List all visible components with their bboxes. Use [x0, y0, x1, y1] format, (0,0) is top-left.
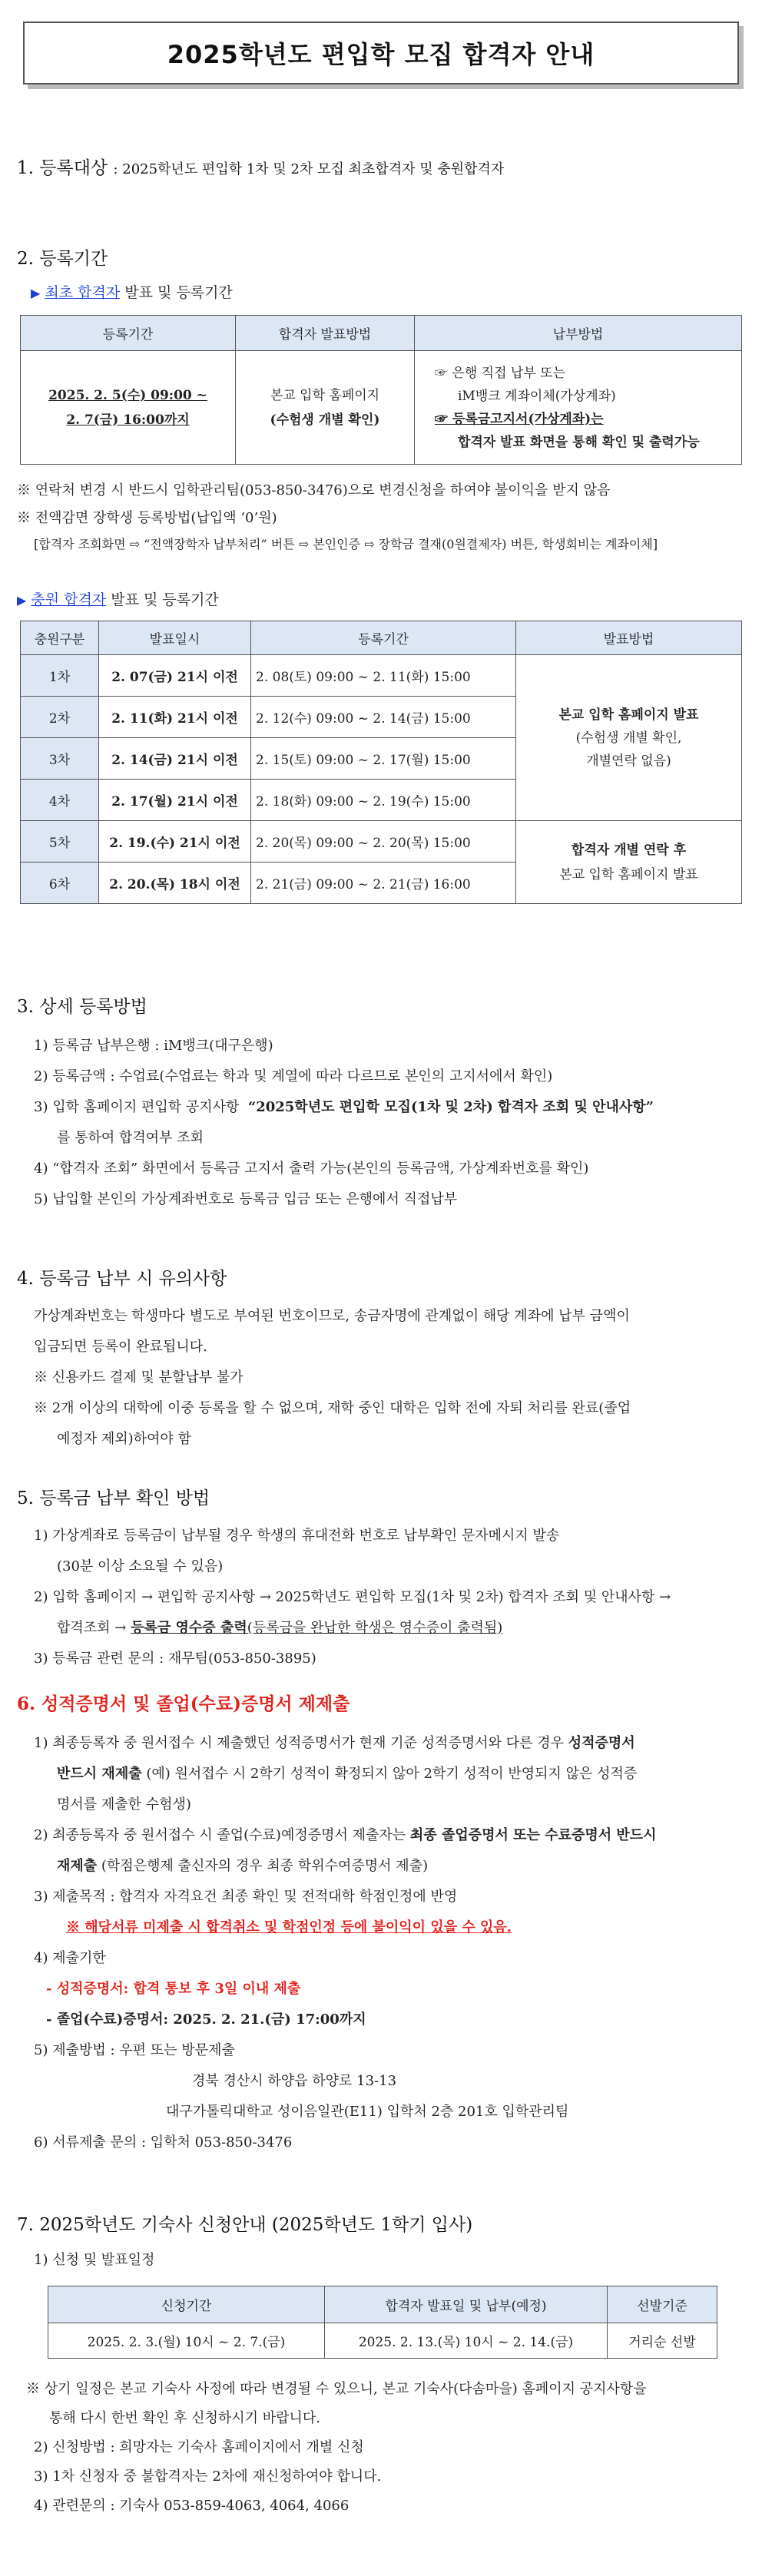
first-pass-period: 2025. 2. 5(수) 09:00 ~ 2. 7(금) 16:00까지 — [21, 351, 236, 465]
note-contact-change: ※ 연락처 변경 시 반드시 입학관리팀(053-850-3476)으로 변경신청을 하여야 불이익을 받지 않음 — [17, 482, 611, 498]
extra-pass-suffix: 발표 및 등록기간 — [111, 591, 219, 608]
extra-pass-method-a: 본교 입학 홈페이지 발표 (수험생 개별 확인, 개별연락 없음) — [516, 655, 742, 821]
table-row: 6차 2. 20.(목) 18시 이전 2. 21(금) 09:00 ~ 2. 21(금) 16:00 — [21, 863, 742, 904]
first-pass-announce: 본교 입학 홈페이지 (수험생 개별 확인) — [236, 351, 415, 465]
table-row: 2차 2. 11(화) 21시 이전 2. 12(수) 09:00 ~ 2. 14(금) 15:00 — [21, 697, 742, 738]
section-3-body: 1) 등록금 납부은행 : iM뱅크(대구은행) 2) 등록금액 : 수업료(수업료는 학과 및 계열에 따라 다르므로 본인의 고지서에서 확인) 3) 입학 홈페이지 편입학 공지사항 “2025학년도 편입학 모집(1차 및 2차) 합격자 조회 및 안내사항” 를 통하여 합격여부 조회 4) “합격자 조회” 화면에서 등록금 고지서 출력 가능(본인의 등록금액, 가상계좌번호를 확인) 5) 납입할 본인의 가상계좌번호로 등록금 입금 또는 은행에서 직접납부 — [34, 1038, 654, 1207]
section-4-heading: 4. 등록금 납부 시 유의사항 — [17, 1269, 227, 1289]
table-header: 등록기간 — [251, 621, 516, 655]
extra-pass-table — [20, 621, 742, 904]
table-header: 신청기간 — [48, 2286, 325, 2323]
table-header: 발표일시 — [99, 621, 251, 655]
table-row: 1차 2. 07(금) 21시 이전 2. 08(토) 09:00 ~ 2. 11(화) 15:00 본교 입학 홈페이지 발표 (수험생 개별 확인, 개별연락 없음) — [21, 655, 742, 697]
table-header: 충원구분 — [21, 621, 99, 655]
page-title: 2025학년도 편입학 모집 합격자 안내 — [167, 40, 595, 69]
warning-text: ※ 해당서류 미제출 시 합격취소 및 학점인정 등에 불이익이 있을 수 있음. — [66, 1919, 512, 1935]
first-pass-table — [20, 315, 742, 465]
table-row: 2025. 2. 3.(월) 10시 ~ 2. 7.(금) 2025. 2. 13.(목) 10시 ~ 2. 14.(금) 거리순 선발 — [48, 2323, 717, 2359]
section-3-heading: 3. 상세 등록방법 — [17, 997, 147, 1017]
table-header: 발표방법 — [516, 621, 742, 655]
section-7-heading: 7. 2025학년도 기숙사 신청안내 (2025학년도 1학기 입사) — [17, 2215, 473, 2235]
section-1 — [17, 154, 504, 181]
first-pass-subheading — [31, 281, 233, 302]
section-2-heading: 2. 등록기간 — [17, 249, 108, 269]
triangle-icon: ▶ — [31, 286, 41, 300]
first-pass-label: 최초 합격자 — [45, 284, 121, 301]
table-row: 5차 2. 19.(수) 21시 이전 2. 20(목) 09:00 ~ 2. 20(목) 15:00 합격자 개별 연락 후 본교 입학 홈페이지 발표 — [21, 821, 742, 863]
section-6-body: 1) 최종등록자 중 원서접수 시 제출했던 성적증명서가 현재 기준 성적증명서와 다른 경우 성적증명서 반드시 재제출 (예) 원서접수 시 2학기 성적이 확정되지 않아 2학기 성적이 반영되지 않은 성적증 명서를 제출한 수험생) 2) 최종등록자 중 원서접수 시 졸업(수료)예정증명서 제출자는 최종 졸업증명서 또는 수료증명서 반드시 재제출 (학점은행제 출신자의 경우 최종 학위수여증명서 제출) 3) 제출목적 : 합격자 자격요건 최종 확인 및 전적대학 학점인정에 반영 ※ 해당서류 미제출 시 합격취소 및 학점인정 등에 불이익이 있을 수 있음. 4) 제출기한 - 성적증명서: 합격 통보 후 3일 이내 제출 - 졸업(수료)증명서: 2025. 2. 21.(금) 17:00까지 5) 제출방법 : 우편 또는 방문제출 경북 경산시 하양읍 하양로 13-13 대구가톨릭대학교 성이음일관(E11) 입학처 2층 201호 입학관리팀 6) 서류제출 문의 : 입학처 053-850-3476 — [34, 1728, 740, 2158]
table-header: 선발기준 — [608, 2286, 717, 2323]
section-5-heading: 5. 등록금 납부 확인 방법 — [17, 1488, 210, 1508]
extra-pass-method-b: 합격자 개별 연락 후 본교 입학 홈페이지 발표 — [516, 821, 742, 904]
dormitory-table — [48, 2286, 717, 2359]
section-7-body: ※ 상기 일정은 본교 기숙사 사정에 따라 변경될 수 있으니, 본교 기숙사(다솜마을) 홈페이지 공지사항을 통해 다시 한번 확인 후 신청하시기 바랍니다. 2) 신청방법 : 희망자는 기숙사 홈페이지에서 개별 신청 3) 1차 신청자 중 불합격자는 2차에 재신청하여야 합니다. 4) 관련문의 : 기숙사 053-859-4063, 4064, 4066 — [26, 2381, 647, 2514]
table-header: 등록기간 — [21, 316, 236, 351]
section-7-line-1: 1) 신청 및 발표일정 — [34, 2252, 155, 2268]
section-5-body: 1) 가상계좌로 등록금이 납부될 경우 학생의 휴대전화 번호로 납부확인 문자메시지 발송 (30분 이상 소요될 수 있음) 2) 입학 홈페이지 → 편입학 공지사항 → 2025학년도 편입학 모집(1차 및 2차) 합격자 조회 및 안내사항 → 합격조회 → 등록금 영수증 출력(등록금을 완납한 학생은 영수증이 출력됨) 3) 등록금 관련 문의 : 재무팀(053-850-3895) — [34, 1528, 671, 1667]
first-pass-payment: ☞ 은행 직접 납부 또는 iM뱅크 계좌이체(가상계좌) ☞ 등록금고지서(가상계좌)는 합격자 발표 화면을 통해 확인 및 출력가능 — [415, 351, 742, 465]
table-header: 합격자 발표일 및 납부(예정) — [325, 2286, 608, 2323]
section-6-heading: 6. 성적증명서 및 졸업(수료)증명서 제제출 — [17, 1694, 350, 1714]
table-row: 3차 2. 14(금) 21시 이전 2. 15(토) 09:00 ~ 2. 17(월) 15:00 — [21, 738, 742, 780]
extra-pass-label: 충원 합격자 — [31, 591, 107, 608]
table-header: 합격자 발표방법 — [236, 316, 415, 351]
page-title-box — [23, 22, 739, 84]
section-1-text: : 2025학년도 편입학 1차 및 2차 모집 최초합격자 및 충원합격자 — [113, 161, 505, 177]
triangle-icon: ▶ — [17, 593, 27, 608]
first-pass-suffix: 발표 및 등록기간 — [124, 284, 233, 301]
section-1-heading: 1. 등록대상 — [17, 158, 108, 178]
note-scholarship-detail: [합격자 조회화면 ⇨ “전액장학자 납부처리” 버튼 ⇨ 본인인증 ⇨ 장학금 결재(0원결제자) 버튼, 학생회비는 계좌이체] — [34, 537, 658, 551]
table-header: 납부방법 — [415, 316, 742, 351]
note-scholarship: ※ 전액감면 장학생 등록방법(납입액 ‘0’원) — [17, 510, 277, 526]
extra-pass-subheading — [17, 588, 219, 609]
section-4-body: 가상계좌번호는 학생마다 별도로 부여된 번호이므로, 송금자명에 관계없이 해당 계좌에 납부 금액이 입금되면 등록이 완료됩니다. ※ 신용카드 결제 및 분할납부 불가 ※ 2개 이상의 대학에 이중 등록을 할 수 없으며, 재학 중인 대학은 입학 전에 자퇴 처리를 완료(졸업 예정자 제외)하여야 함 — [34, 1308, 631, 1447]
table-row: 4차 2. 17(월) 21시 이전 2. 18(화) 09:00 ~ 2. 19(수) 15:00 — [21, 780, 742, 821]
